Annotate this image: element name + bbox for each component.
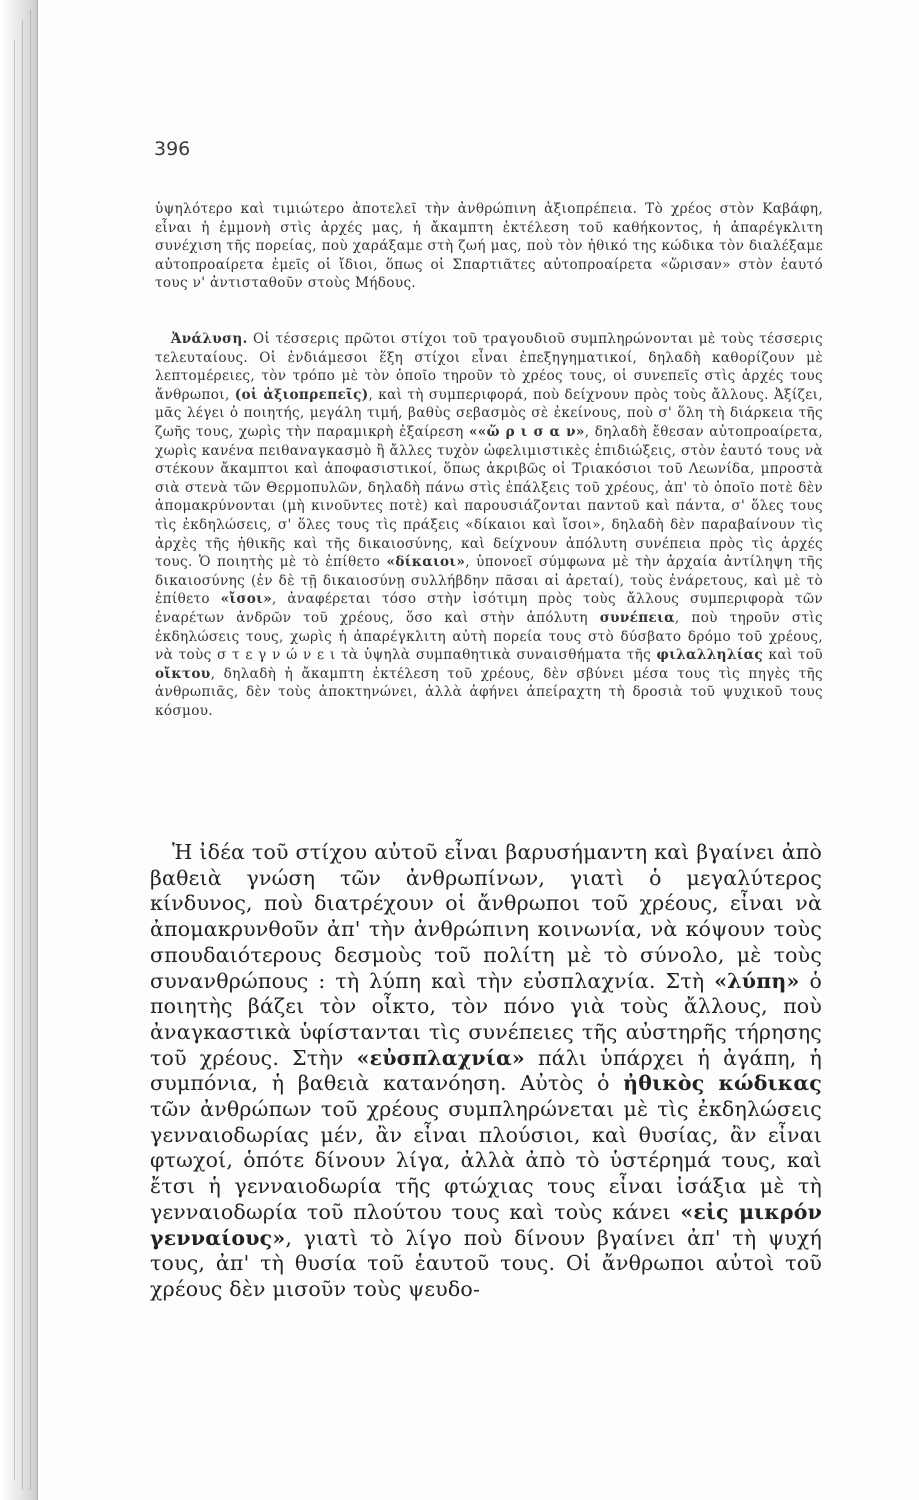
bold-term: (οἱ ἀξιοπρεπεῖς) <box>234 386 369 403</box>
bold-term: συνέπεια <box>599 609 675 626</box>
bold-term: φιλαλληλίας <box>656 647 764 664</box>
bold-term: «ἴσοι» <box>220 591 272 608</box>
book-binding-shadow <box>0 0 38 1500</box>
bold-term: «λύπη» <box>714 968 800 993</box>
analysis-label: Ἀνάλυση. <box>170 331 248 347</box>
page-edge-line <box>37 0 38 1500</box>
paragraph-analysis <box>155 330 823 720</box>
bold-term: ἠθικὸς κώδικας <box>623 1071 822 1096</box>
page-number: 396 <box>154 138 191 160</box>
paragraph-text: Ἀνάλυση. Οἱ τέσσερις πρῶτοι στίχοι τοῦ τραγουδιοῦ συμπληρώνονται μὲ τοὺς τέσσερις τελευταίους. Οἱ ἐνδιάμεσοι ἕξη στίχοι εἶναι ἐπεξηγηματικοί, δηλαδὴ καθορίζουν μὲ λεπτομέρειες, τὸν τρόπο μὲ τὸν ὁποῖο τηροῦν τὸ χρέος τους, οἱ συνεπεῖς στὶς ἀρχές τους ἄνθρωποι, (οἱ ἀξιοπρεπεῖς), καὶ τὴ συμπεριφορά, ποὺ δείχνουν πρὸς τοὺς ἄλλους. Ἀξίζει, μᾶς λέγει ὁ ποιητής, μεγάλη τιμή, βαθὺς σεβασμὸς σὲ ἐκείνους, ποὺ σ' ὅλη τὴ διάρκεια τῆς ζωῆς τους, χωρὶς τὴν παραμικρὴ ἐξαίρεση ««ὥ ρ ι σ α ν», δηλαδὴ ἔθεσαν αὐτοπροαίρετα, χωρὶς κανένα πειθαναγκασμὸ ἢ ἄλλες τυχὸν ὠφελιμιστικὲς ἐπιδιώξεις, στὸν ἑαυτό τους νὰ στέκουν ἄκαμπτοι καὶ ἀποφασιστικοί, ὅπως ἀκριβῶς οἱ Τριακόσιοι τοῦ Λεωνίδα, μπροστὰ σιὰ στενὰ τῶν Θερμοπυλῶν, δηλαδὴ πάνω στὶς ἐπάλξεις τοῦ χρέους, ἀπ' τὸ ὁποῖο ποτὲ δὲν ἀπομακρύνονται (μὴ κινοῦντες ποτὲ) καὶ παρουσιάζονται παντοῦ καὶ πάντα, σ' ὅλες τους τὶς ἐκδηλώσεις, σ' ὅλες τους τὶς πράξεις «δίκαιοι καὶ ἴσοι», δηλαδὴ δὲν παραβαίνουν τὶς ἀρχὲς τῆς ἠθικῆς καὶ τῆς δικαιοσύνης, καὶ δείχνουν ἀπόλυτη συνέπεια πρὸς τὶς ἀρχές τους. Ὁ ποιητὴς μὲ τὸ ἐπίθετο «δίκαιοι», ὑπονοεῖ σύμφωνα μὲ τὴν ἀρχαία ἀντίληψη τῆς δικαιοσύνης (ἐν δὲ τῇ δικαιοσύνῃ συλλήβδην πᾶσαι αἱ ἀρεταί), τοὺς ἐνάρετους, καὶ μὲ τὸ ἐπίθετο «ἴσοι», ἀναφέρεται τόσο στὴν ἰσότιμη πρὸς τοὺς ἄλλους συμπεριφορὰ τῶν ἐναρέτων ἀνδρῶν τοῦ χρέους, ὅσο καὶ στὴν ἀπόλυτη συνέπεια, ποὺ τηροῦν στὶς ἐκδηλώσεις τους, χωρὶς ἡ ἀπαρέγκλιτη αὐτὴ πορεία τους στὸ δύσβατο δρόμο τοῦ χρέους, νὰ τοὺς σ τ ε γ ν ώ ν ε ι τὰ ὑψηλὰ συμπαθητικὰ συναισθήματα τῆς φιλαλληλίας καὶ τοῦ οἴκτου, δηλαδὴ ἡ ἄκαμπτη ἐκτέλεση τοῦ χρέους, δὲν σβύνει μέσα τους τὶς πηγὲς τῆς ἀνθρωπιᾶς, δὲν τοὺς ἀποκτηνώνει, ἀλλὰ ἀφήνει ἀπείραχτη τὴ δροσιὰ τοῦ ψυχικοῦ τους κόσμου. <box>155 331 824 719</box>
paragraph-text: Ἡ ἰδέα τοῦ στίχου αὐτοῦ εἶναι βαρυσήμαντη καὶ βγαίνει ἀπὸ βαθειὰ γνώση τῶν ἀνθρωπίνων, γιατὶ ὁ μεγαλύτερος κίνδυνος, ποὺ διατρέχουν οἱ ἄνθρωποι τοῦ χρέους, εἶναι νὰ ἀπομακρυνθοῦν ἀπ' τὴν ἀνθρώπινη κοινωνία, νὰ κόψουν τοὺς σπουδαιότερους δεσμοὺς τοῦ πολίτη μὲ τὸ σύνολο, μὲ τοὺς συνανθρώπους : τὴ λύπη καὶ τὴν εὐσπλαχνία. Στὴ «λύπη» ὁ ποιητὴς βάζει τὸν οἶκτο, τὸν πόνο γιὰ τοὺς ἄλλους, ποὺ ἀναγκαστικὰ ὑφίστανται τὶς συνέπειες τῆς αὐστηρῆς τήρησης τοῦ χρέους. Στὴν «εὐσπλαχνία» πάλι ὑπάρχει ἡ ἀγάπη, ἡ συμπόνια, ἡ βαθειὰ κατανόηση. Αὐτὸς ὁ ἠθικὸς κώδικας τῶν ἀνθρώπων τοῦ χρέους συμπληρώνεται μὲ τὶς ἐκδηλώσεις γενναιοδωρίας μέν, ἂν εἶναι πλούσιοι, καὶ θυσίας, ἂν εἶναι φτωχοί, ὁπότε δίνουν λίγα, ἀλλὰ ἀπὸ τὸ ὑστέρημά τους, καὶ ἔτσι ἡ γενναιοδωρία τῆς φτώχιας τους εἶναι ἰσάξια μὲ τὴ γενναιοδωρία τοῦ πλούτου τους καὶ τοὺς κάνει «εἰς μικρόν γενναίους», γιατὶ τὸ λίγο ποὺ δίνουν βγαίνει ἀπ' τὴ ψυχή τους, ἀπ' τὴ θυσία τοῦ ἑαυτοῦ τους. Οἱ ἄνθρωποι αὐτοὶ τοῦ χρέους δὲν μισοῦν τοὺς ψευδο- <box>150 840 822 1301</box>
page-edge-line <box>30 10 31 1490</box>
bold-term: «εἰς μικρόν γενναίους» <box>150 1199 822 1250</box>
bold-term: «δίκαιοι» <box>386 554 466 571</box>
bold-term: ««ὥ ρ ι σ α ν» <box>468 423 585 440</box>
page-edge-line <box>22 20 23 1490</box>
paragraph-intro <box>155 200 823 293</box>
page-edge-line <box>14 40 15 1480</box>
paragraph-main <box>150 840 822 1303</box>
bold-term: «εὐσπλαχνία» <box>356 1045 525 1070</box>
paragraph-text: ὑψηλότερο καὶ τιμιώτερο ἀποτελεῖ τὴν ἀνθρώπινη ἀξιοπρέπεια. Τὸ χρέος στὸν Καβάφη, εἶναι ἡ ἐμμονὴ στὶς ἀρχές μας, ἡ ἄκαμπτη ἐκτέλεση τοῦ καθήκοντος, ἡ ἀπαρέγκλιτη συνέχιση τῆς πορείας, ποὺ χαράξαμε στὴ ζωή μας, ποὺ τὸν ἠθικό της κώδικα τὸν διαλέξαμε αὐτοπροαίρετα ἐμεῖς οἱ ἴδιοι, ὅπως οἱ Σπαρτιᾶτες αὐτοπροαίρετα «ὥρισαν» στὸν ἑαυτό τους ν' ἀντισταθοῦν στοὺς Μήδους. <box>155 201 823 292</box>
bold-term: οἴκτου <box>155 665 211 682</box>
